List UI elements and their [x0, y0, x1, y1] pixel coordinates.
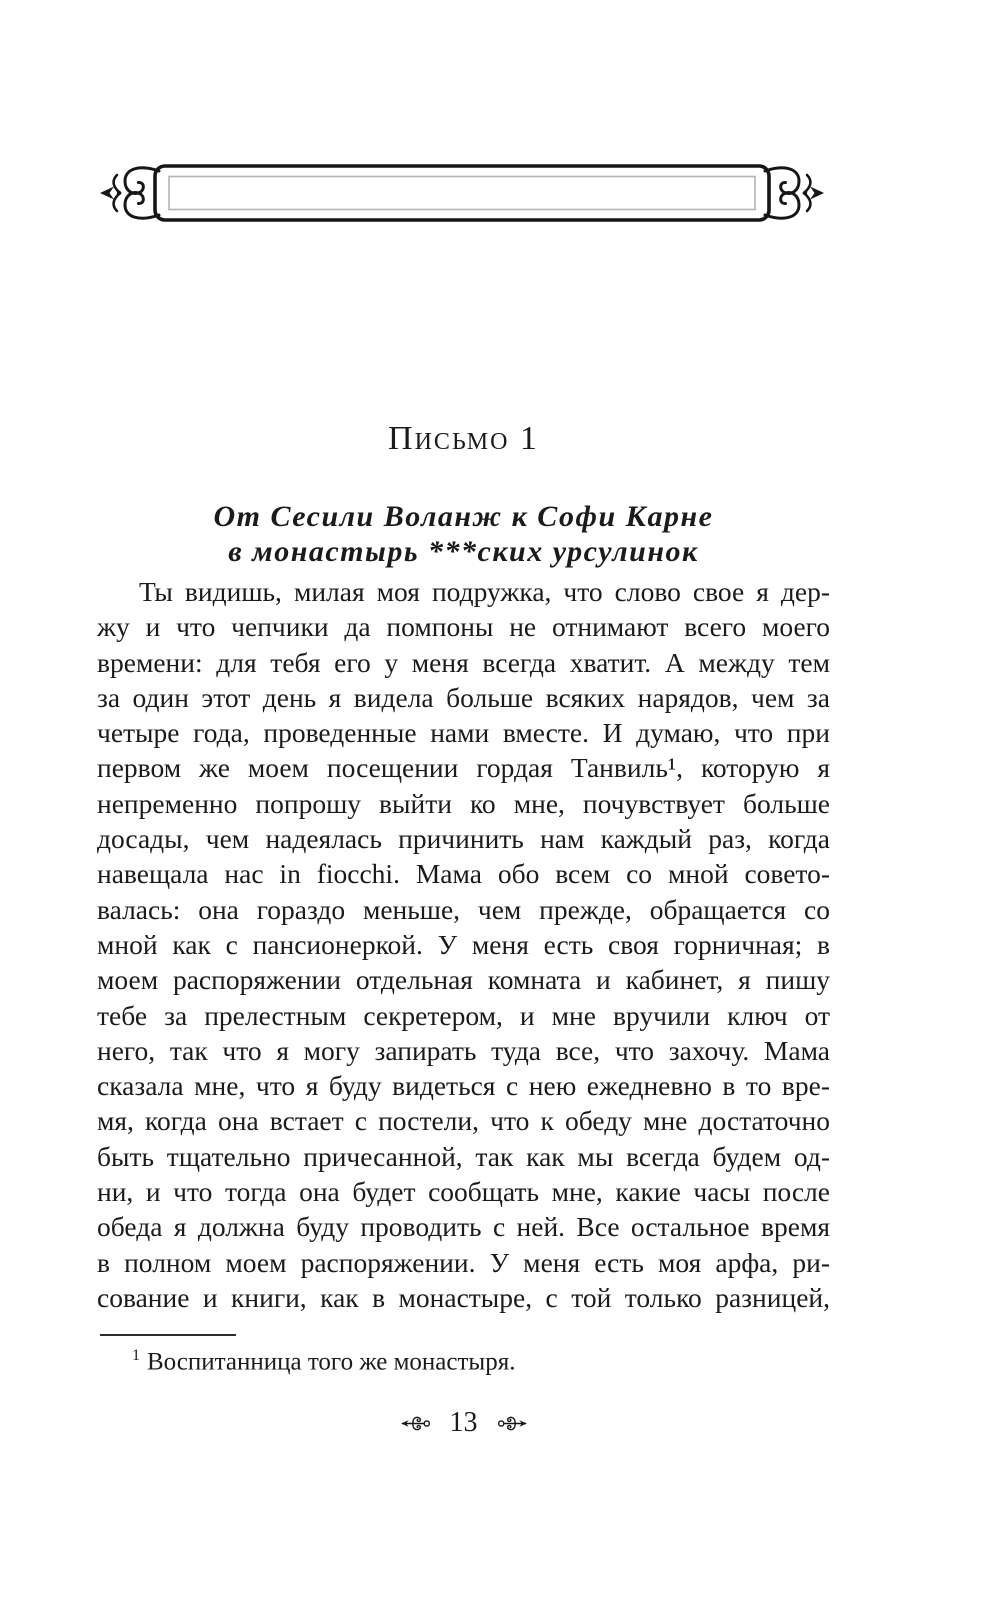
body-text-line: в полном моем распоряжении. У меня есть моя арфа, ри- — [97, 1246, 830, 1278]
footer-fleuron-right-icon — [497, 1411, 528, 1436]
ornament-scroll-cap — [100, 168, 159, 218]
body-text-line: ни, и что тогда она будет сообщать мне, какие часы после — [97, 1176, 830, 1208]
subtitle-line: От Сесили Воланж к Софи Карне — [213, 500, 714, 533]
page-number: 13 — [449, 1407, 478, 1438]
body-text-line: сказала мне, что я буду видеться с нею ежедневно в то вре- — [97, 1070, 830, 1102]
footnote-marker: 1 — [132, 1347, 140, 1364]
body-text-line: него, так что я могу запирать туда все, что захочу. Мама — [97, 1034, 830, 1066]
body-text-line: первом же моем посещении гордая Танвиль¹, которую я — [97, 752, 830, 784]
ornament-outer-frame — [155, 166, 769, 220]
body-text-line: сование и книги, как в монастыре, с той только разницей, — [97, 1281, 830, 1313]
footnote-text: Воспитанница того же монастыря. — [147, 1348, 516, 1376]
header-scroll-frame-ornament — [99, 160, 825, 226]
footer-fleuron-left-icon — [400, 1411, 431, 1436]
body-text-line: навещала нас in fiocchi. Мама обо всем со мной совето- — [97, 858, 830, 890]
body-text-line: Ты видишь, милая моя подружка, что слово свое я дер- — [139, 576, 830, 607]
body-text-line: обеда я должна буду проводить с ней. Все остальное время — [97, 1211, 830, 1243]
body-text-line: четыре года, проведенные нами вместе. И думаю, что при — [97, 717, 830, 749]
body-text-line: жу и что чепчики да помпоны не отнимают всего моего — [97, 611, 830, 643]
page-footer — [97, 1406, 830, 1440]
body-text-line: за один этот день я видела больше всяких нарядов, чем за — [97, 681, 830, 713]
body-text-line: тебе за прелестным секретером, и мне вручили ключ от — [97, 999, 830, 1031]
letter-subtitle — [97, 500, 830, 569]
subtitle-line: в монастырь ***ских урсулинок — [228, 534, 699, 568]
body-text-line: моем распоряжении отдельная комната и кабинет, я пишу — [97, 964, 830, 996]
body-text-line: досады, чем надеялась причинить нам каждый раз, когда — [97, 823, 830, 855]
body-text-line: быть тщательно причесанной, так как мы всегда будем од- — [97, 1140, 830, 1172]
letter-body — [97, 574, 830, 1315]
letter-title: Письмо 1 — [388, 420, 539, 457]
body-text-line: мной как с пансионеркой. У меня есть своя горничная; в — [97, 928, 830, 960]
body-text-line: времени: для тебя его у меня всегда хватит. А между тем — [97, 646, 830, 678]
footnote-rule — [100, 1334, 236, 1336]
body-text-line: мя, когда она встает с постели, что к обеду мне достаточно — [97, 1105, 830, 1137]
body-text-line: валась: она гораздо меньше, чем прежде, обращается со — [97, 893, 830, 925]
footnote — [97, 1341, 830, 1377]
body-text-line: непременно попрошу выйти ко мне, почувствует больше — [97, 787, 830, 819]
